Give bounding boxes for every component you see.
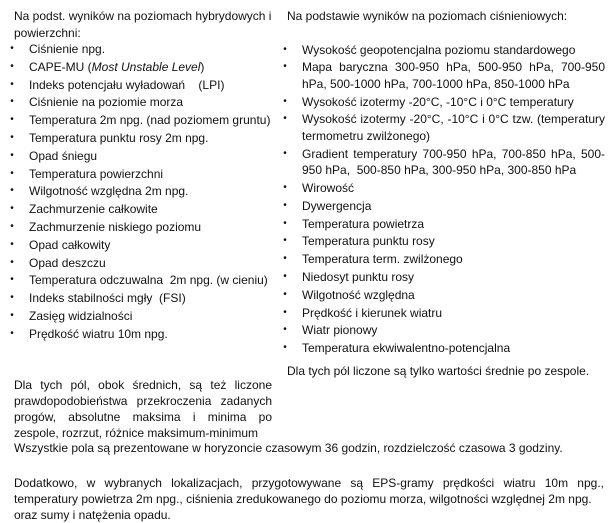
list-item: • Opad całkowity [7, 237, 284, 254]
bullet-icon: • [10, 256, 14, 268]
list-item: • Wilgotność względna [280, 287, 605, 304]
bullet-icon: • [10, 220, 14, 232]
list-item: • Wiatr pionowy [280, 322, 605, 339]
list-item: • Indeks stabilności mgły (FSI) [7, 290, 284, 307]
right-intro-text: Na podstawie wyników na poziomach ciśnieniowych: [287, 9, 568, 23]
list-item: • Wysokość geopotencjalna poziomu standardowego [280, 42, 605, 59]
note-line: progów, absolutne maksima i minima po [14, 410, 272, 424]
list-item: • Zasięg widzialności [7, 308, 284, 325]
bullet-icon: • [10, 149, 14, 161]
bullet-icon: • [10, 131, 14, 143]
list-item: • Wirowość [280, 180, 605, 197]
bullet-icon: • [10, 327, 14, 339]
list-item: • Zachmurzenie niskiego poziomu [7, 219, 284, 236]
note-line: Dla tych pól, obok średnich, są też liczone [14, 378, 272, 392]
bullet-icon: • [283, 342, 287, 354]
list-item: • Temperatura punktu rosy [280, 233, 605, 250]
right-column [283, 0, 605, 358]
right-field-list [283, 42, 605, 357]
list-item: • Temperatura term. zwilżonego [280, 251, 605, 268]
paragraph-line: oraz sumy i natężenia opadu. [14, 508, 171, 522]
list-item: • Gradient temperatury 700-950 hPa, 700-850 hPa, 500-950 hPa, 500-850 hPa, 300-950 hPa, 300-850 hPa [280, 146, 605, 179]
bullet-icon: • [10, 43, 14, 54]
left-column [10, 0, 284, 344]
list-item: • Ciśnienie na poziomie morza [7, 94, 284, 111]
bullet-icon: • [283, 270, 287, 282]
bullet-icon: • [10, 96, 14, 108]
list-item: • Wysokość izotermy -20°C, -10°C i 0°C temperatury [280, 94, 605, 111]
list-item: • Ciśnienie npg. [7, 41, 284, 58]
bullet-icon: • [10, 274, 14, 286]
bullet-icon: • [10, 238, 14, 250]
list-item: • Prędkość wiatru 10m npg. [7, 326, 284, 343]
right-column-note: Dla tych pól liczone są tylko wartości średnie po zespole. [287, 364, 590, 378]
list-item: • Temperatura 2m npg. (nad poziomem gruntu) [7, 112, 284, 129]
bullet-icon: • [10, 309, 14, 321]
list-item: • Wilgotność względna 2m npg. [7, 183, 284, 200]
list-item: • Dywergencja [280, 198, 605, 215]
italic-term: Most Unstable Level [91, 59, 201, 74]
list-item: • Temperatura powierzchni [7, 166, 284, 183]
bullet-icon: • [283, 235, 287, 247]
paragraph-line: Dodatkowo, w wybranych lokalizacjach, przygotowywane są EPS-gramy prędkości wiatru 10m npg., [14, 476, 604, 490]
bullet-icon: • [283, 288, 287, 300]
list-item: • Niedosyt punktu rosy [280, 269, 605, 286]
left-column-note [14, 377, 272, 441]
bullet-icon: • [283, 95, 287, 107]
bullet-icon: • [10, 185, 14, 197]
list-item: • CAPE-MU (Most Unstable Level) [7, 59, 284, 76]
time-horizon-text: Wszystkie pola są prezentowane w horyzoncie czasowym 36 godzin, rozdzielczość czasowa 3 godziny. [14, 441, 563, 455]
list-item: • Temperatura ekwiwalentno-potencjalna [280, 340, 605, 357]
bullet-icon: • [283, 61, 287, 73]
bullet-icon: • [283, 253, 287, 265]
eps-grams-paragraph [14, 475, 604, 523]
list-item: • Wysokość izotermy -20°C, -10°C i 0°C tzw. (temperatury termometru zwilżonego) [280, 111, 605, 144]
list-item: • Mapa baryczna 300-950 hPa, 500-950 hPa, 700-950 hPa, 500-1000 hPa, 700-1000 hPa, 850-1000 hPa [280, 59, 605, 92]
bullet-icon: • [10, 114, 14, 126]
note-line: prawdopodobieństwa przekroczenia zadanych [14, 394, 272, 408]
note-line: zespole, rozrzut, różnice maksimum-minimum [14, 426, 259, 440]
list-item: • Opad deszczu [7, 255, 284, 272]
paragraph-line: temperatury powietrza 2m npg., ciśnienia zredukowanego do poziomu morza, wilgotności względnej 2m npg. [14, 492, 592, 506]
bullet-icon: • [10, 167, 14, 179]
left-intro-text: Na podst. wyników na poziomach hybrydowych i powierzchni: [14, 9, 272, 40]
bullet-icon: • [10, 78, 14, 90]
bullet-icon: • [283, 43, 287, 55]
bullet-icon: • [283, 324, 287, 336]
bullet-icon: • [283, 217, 287, 229]
left-field-list [10, 41, 284, 342]
list-item: • Indeks potencjału wyładowań (LPI) [7, 77, 284, 94]
bullet-icon: • [283, 181, 287, 193]
bullet-icon: • [10, 292, 14, 304]
list-item: • Opad śniegu [7, 148, 284, 165]
bullet-icon: • [10, 203, 14, 215]
bullet-icon: • [10, 60, 14, 72]
bullet-icon: • [283, 113, 287, 125]
bullet-icon: • [283, 306, 287, 318]
list-item: • Prędkość i kierunek wiatru [280, 305, 605, 322]
bullet-icon: • [283, 199, 287, 211]
list-item: • Temperatura odczuwalna 2m npg. (w cieniu) [7, 272, 284, 289]
list-item: • Temperatura powietrza [280, 216, 605, 233]
bullet-icon: • [283, 147, 287, 159]
list-item: • Temperatura punktu rosy 2m npg. [7, 130, 284, 147]
list-item: • Zachmurzenie całkowite [7, 201, 284, 218]
